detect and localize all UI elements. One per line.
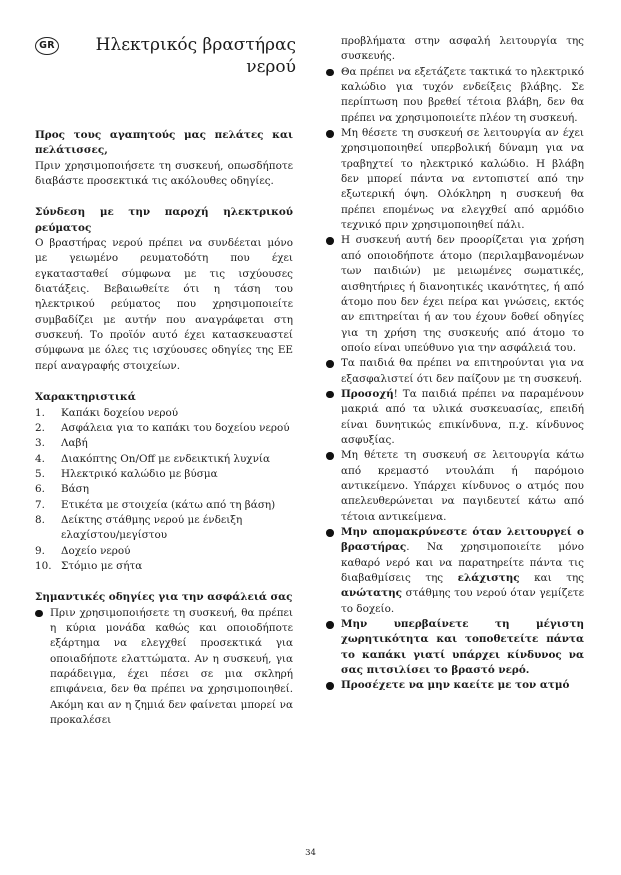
- list-item: Θα πρέπει να εξετάζετε τακτικά το ηλεκτρικό καλώδιο για τυχόν ενδείξεις βλάβης. Σε περίπτωση που βρεθεί τέτοια βλάβη, δεν θα πρέπει να χρησιμοποιείτε πλέον τη συσκευή.: [326, 65, 584, 126]
- connection-text: Ο βραστήρας νερού πρέπει να συνδέεται μόνο με γειωμένο ρευματοδότη που έχει εγκατασταθεί σύμφωνα με τις ισχύουσες διατάξεις. Βεβαιωθείτε ότι η τάση του ηλεκτρικού ρεύματος που χρησιμοποιείτε συμβαδίζει με αυτήν που αναγράφεται στη συσκευή. Το προϊόν αυτό έχει κατασκευαστεί σύμφωνα με όλες τις ισχύουσες οδηγίες της ΕΕ περί αναγραφής στοιχείων.: [35, 237, 293, 372]
- safety-list-continued: [326, 65, 584, 694]
- connection-heading: Σύνδεση με την παροχή ηλεκτρικού ρεύματος: [35, 206, 293, 234]
- features-heading: Χαρακτηριστικά: [35, 391, 136, 404]
- safety-continued-text: προβλήματα στην ασφαλή λειτουργία της συσκευής.: [341, 35, 584, 63]
- list-item: 7. Ετικέτα με στοιχεία (κάτω από τη βάση): [35, 498, 276, 511]
- list-item: 3. Λαβή: [35, 437, 88, 450]
- page-title: Ηλεκτρικός βραστήρας νερού: [95, 35, 296, 77]
- list-item: 1. Καπάκι δοχείου νερού: [35, 406, 179, 419]
- list-item: 6. Βάση: [35, 483, 89, 496]
- list-item: 4. Διακόπτης On/Off με ενδεικτική λυχνία: [35, 452, 270, 465]
- language-badge: GR: [35, 37, 59, 55]
- list-item: Μη θέσετε τη συσκευή σε λειτουργία αν έχει χρησιμοποιηθεί υπερβολική δύναμη για να τραβηχτεί το ηλεκτρικό καλώδιο. Η βλάβη δεν μπορεί πάντα να εντοπιστεί από την εξωτερική όψη. Ολόκληρη η συσκευή θα πρέπει επομένως να ελεγχθεί από αρμόδιο τεχνικό πριν χρησιμοποιηθεί πάλι.: [326, 126, 584, 233]
- list-item: 2. Ασφάλεια για το καπάκι του δοχείου νερού: [35, 421, 290, 434]
- list-item: Η συσκευή αυτή δεν προορίζεται για χρήση από οποιοδήποτε άτομο (περιλαμβανομένων των παιδιών) με μειωμένες σωματικές, αισθητήριες ή διανοητικές ικανότητες, ή από άτομο που δεν έχει πείρα και γνώσεις, εκτός αν επιτηρείται ή αν του έχουν δοθεί οδηγίες για τη χρήση της συσκευής από άτομο το οποίο είναι υπεύθυνο για την ασφάλειά του.: [326, 233, 584, 356]
- intro-text: Πριν χρησιμοποιήσετε τη συσκευή, οπωσδήποτε διαβάστε προσεκτικά τις ακόλουθες οδηγίες.: [35, 159, 293, 188]
- right-column: [326, 34, 584, 694]
- features-list: [35, 406, 293, 575]
- list-item: Μην απομακρύνεστε όταν λειτουργεί ο βραστήρας. Να χρησιμοποιείτε μόνο καθαρό νερό και να παρατηρείτε πάντα τις διαβαθμίσεις της ελάχιστης και της ανώτατης στάθμης του νερού όταν γεμίζετε το δοχείο.: [326, 525, 584, 617]
- list-item: 10. Στόμιο με σήτα: [35, 559, 143, 572]
- list-item: Πριν χρησιμοποιήσετε τη συσκευή, θα πρέπει η κύρια μονάδα καθώς και οποιοδήποτε εξάρτημα να ελεγχθεί προσεκτικά για οποιαδήποτε ελαττώματα. Αν η συσκευή, για παράδειγμα, έχει πέσει σε μια σκληρή επιφάνεια, δεν θα πρέπει να χρησιμοποιηθεί. Ακόμη και αν η ζημιά δεν φαίνεται μπορεί να προκαλέσει: [35, 606, 293, 729]
- left-column: [35, 128, 293, 728]
- list-item: 8. Δείκτης στάθμης νερού με ένδειξη ελαχίστου/μεγίστου: [35, 513, 243, 542]
- list-item: 9. Δοχείο νερού: [35, 544, 131, 557]
- intro-heading: Προς τους αγαπητούς μας πελάτες και πελάτισσες,: [35, 129, 293, 157]
- list-item: Τα παιδιά θα πρέπει να επιτηρούνται για να εξασφαλιστεί ότι δεν παίζουν με τη συσκευή.: [326, 356, 584, 387]
- list-item: Μην υπερβαίνετε τη μέγιστη χωρητικότητα και τοποθετείτε πάντα το καπάκι γιατί υπάρχει κίνδυνος να σας πιτσιλίσει το βραστό νερό.: [326, 617, 584, 678]
- safety-heading: Σημαντικές οδηγίες για την ασφάλειά σας: [35, 591, 293, 604]
- page-number: 34: [305, 848, 316, 858]
- list-item: 5. Ηλεκτρικό καλώδιο με βύσμα: [35, 467, 218, 480]
- safety-list: [35, 606, 293, 729]
- list-item: Μη θέτετε τη συσκευή σε λειτουργία κάτω από κρεμαστό ντουλάπι ή παρόμοιο αντικείμενο. Υπάρχει κίνδυνος ο ατμός που απελευθερώνεται να παγιδευτεί κάτω από τέτοια αντικείμενα.: [326, 448, 584, 525]
- list-item: Προσέχετε να μην καείτε με τον ατμό: [326, 678, 584, 693]
- list-item: Προσοχή! Τα παιδιά πρέπει να παραμένουν μακριά από τα υλικά συσκευασίας, επειδή είναι δυνητικώς επικίνδυνα, π.χ. κίνδυνος ασφυξίας.: [326, 387, 584, 448]
